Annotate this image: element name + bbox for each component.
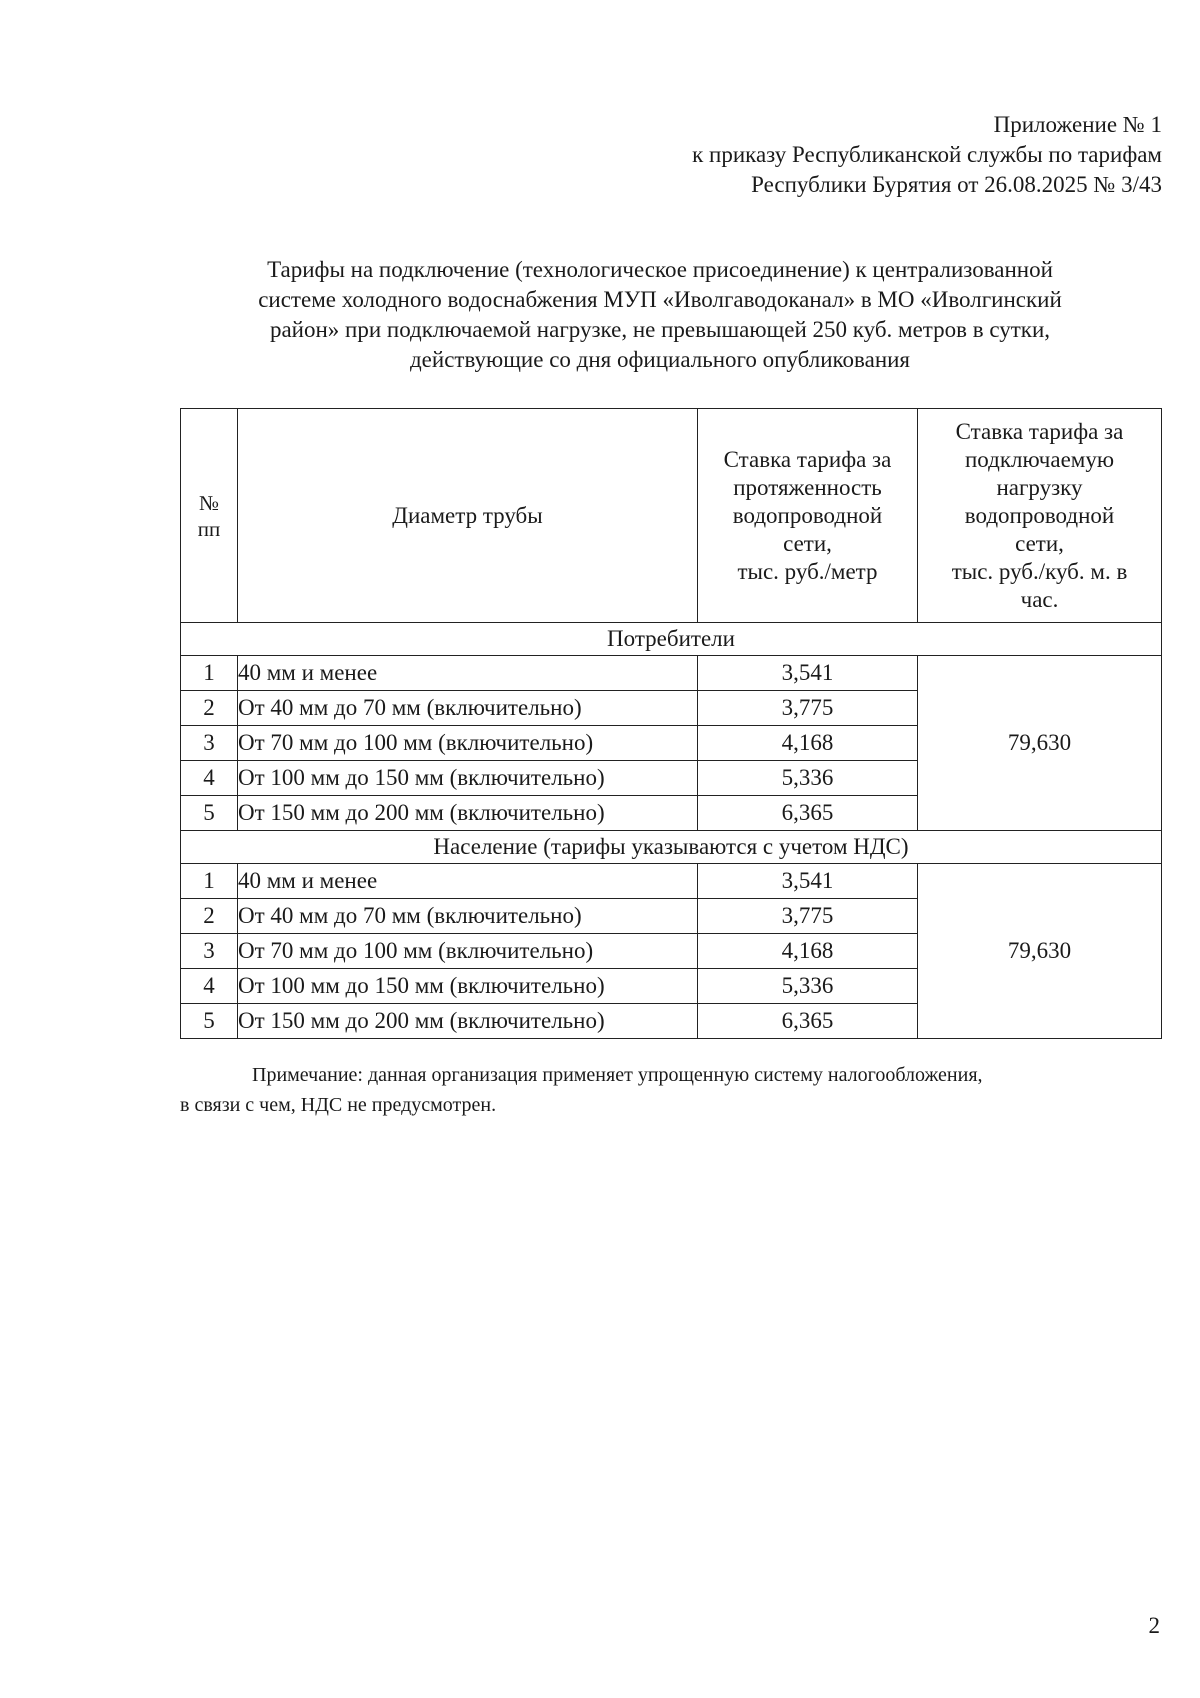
row-rate: 5,336: [698, 969, 918, 1004]
row-diameter: От 100 мм до 150 мм (включительно): [238, 761, 698, 796]
appendix-header: [462, 110, 1162, 200]
row-diameter: От 100 мм до 150 мм (включительно): [238, 969, 698, 1004]
title-line-1: Тарифы на подключение (технологическое присоединение) к централизованной: [267, 257, 1053, 282]
title-line-3: район» при подключаемой нагрузке, не превышающей 250 куб. метров в сутки,: [269, 317, 1051, 342]
document-title: [180, 255, 1140, 375]
row-number: 4: [181, 761, 238, 796]
title-line-4: действующие со дня официального опубликования: [409, 347, 911, 372]
row-number: 1: [181, 656, 238, 691]
row-rate: 4,168: [698, 934, 918, 969]
header-diameter: Диаметр трубы: [238, 409, 698, 623]
row-diameter: 40 мм и менее: [238, 864, 698, 899]
row-number: 5: [181, 1004, 238, 1039]
section-title: Потребители: [181, 623, 1162, 656]
note-paragraph: [180, 1060, 1160, 1120]
table-row: [181, 656, 1162, 691]
row-diameter: От 40 мм до 70 мм (включительно): [238, 899, 698, 934]
section-title: Население (тарифы указываются с учетом НДС): [181, 831, 1162, 864]
row-rate: 5,336: [698, 761, 918, 796]
row-number: 2: [181, 899, 238, 934]
row-number: 4: [181, 969, 238, 1004]
row-diameter: От 150 мм до 200 мм (включительно): [238, 796, 698, 831]
appendix-line-2: к приказу Республиканской службы по тарифам: [692, 142, 1162, 167]
row-rate: 3,541: [698, 864, 918, 899]
section-row-consumers: [181, 623, 1162, 656]
load-rate-cell: 79,630: [918, 656, 1162, 831]
row-diameter: 40 мм и менее: [238, 656, 698, 691]
row-rate: 3,541: [698, 656, 918, 691]
table-header-row: [181, 409, 1162, 623]
row-diameter: От 70 мм до 100 мм (включительно): [238, 726, 698, 761]
row-rate: 6,365: [698, 796, 918, 831]
row-rate: 3,775: [698, 899, 918, 934]
row-rate: 6,365: [698, 1004, 918, 1039]
row-number: 2: [181, 691, 238, 726]
row-number: 3: [181, 726, 238, 761]
page-number: 2: [1148, 1613, 1160, 1638]
row-number: 1: [181, 864, 238, 899]
row-diameter: От 70 мм до 100 мм (включительно): [238, 934, 698, 969]
row-diameter: От 40 мм до 70 мм (включительно): [238, 691, 698, 726]
row-rate: 4,168: [698, 726, 918, 761]
header-rate-length: Ставка тарифа за протяженность водопроводной сети, тыс. руб./метр: [698, 409, 918, 623]
row-diameter: От 150 мм до 200 мм (включительно): [238, 1004, 698, 1039]
tariff-table: [180, 408, 1162, 1039]
row-number: 3: [181, 934, 238, 969]
header-number: № пп: [181, 409, 238, 623]
appendix-line-3: Республики Бурятия от 26.08.2025 № 3/43: [751, 172, 1162, 197]
row-number: 5: [181, 796, 238, 831]
section-row-population: [181, 831, 1162, 864]
title-line-2: системе холодного водоснабжения МУП «Иволгаводоканал» в МО «Иволгинский: [258, 287, 1062, 312]
note-line-1: Примечание: данная организация применяет упрощенную систему налогообложения,: [252, 1064, 983, 1086]
load-rate-cell: 79,630: [918, 864, 1162, 1039]
row-rate: 3,775: [698, 691, 918, 726]
appendix-line-1: Приложение № 1: [993, 112, 1162, 137]
header-rate-load: Ставка тарифа за подключаемую нагрузку водопроводной сети, тыс. руб./куб. м. в час.: [918, 409, 1162, 623]
table-row: [181, 864, 1162, 899]
note-line-2: в связи с чем, НДС не предусмотрен.: [180, 1094, 497, 1116]
